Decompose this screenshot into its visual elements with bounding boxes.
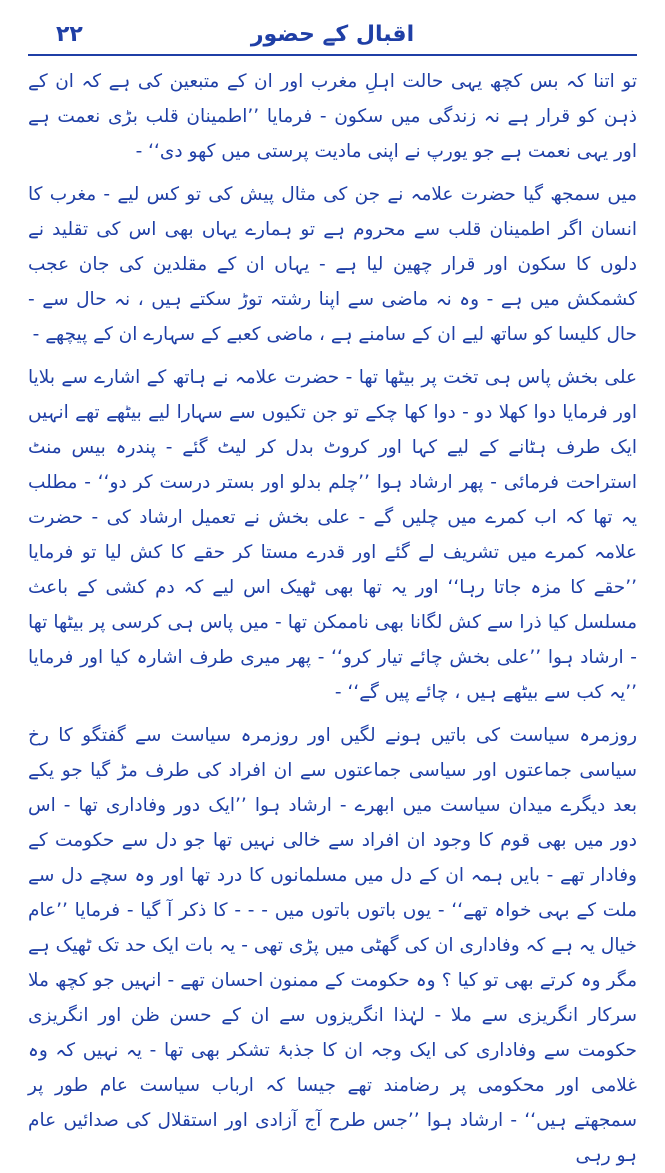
page-number: ۲۲ — [56, 22, 83, 47]
page-title: اقبال کے حضور — [250, 22, 415, 47]
paragraph: روزمرہ سیاست کی باتیں ہونے لگیں اور روزمرہ سیاست سے گفتگو کا رخ سیاسی جماعتوں اور سیاسی جماعتوں سے ان افراد کی طرف مڑ گیا جو یکے بعد دیگرے میدان سیاست میں ابھرے - ارشاد ہوا ’’ایک دور وفاداری تھا - اس دور میں بھی قوم کا وجود ان افراد سے خالی نہیں تھا جو دل سے حکومت کے وفادار تھے - بایں ہمہ ان کے دل میں مسلمانوں کا درد تھا اور وہ سچے دل سے ملت کے بہی خواہ تھے‘‘ - یوں باتوں باتوں میں - - - کا ذکر آ گیا - فرمایا ’’عام خیال یہ ہے کہ وفاداری ان کی گھٹی میں پڑی تھی - یہ بات ایک حد تک ٹھیک ہے مگر وہ کرتے بھی تو کیا ؟ وہ حکومت کے ممنون احسان تھے - انہیں جو کچھ ملا سرکار انگریزی سے ملا - لہٰذا انگریزوں سے ان کے حسن ظن اور انگریزی حکومت سے وفاداری کی ایک وجہ ان کا جذبۂ تشکر بھی تھا - یہ نہیں کہ وہ غلامی اور محکومی پر رضامند تھے جیسا کہ ارباب سیاست عام طور پر سمجھتے ہیں‘‘ - ارشاد ہوا ’’جس طرح آج آزادی اور استقلال کی صدائیں عام ہو رہی — [28, 725, 637, 1166]
paragraph: علی بخش پاس ہی تخت پر بیٹھا تھا - حضرت علامہ نے ہاتھ کے اشارے سے بلایا اور فرمایا دوا کھلا دو - دوا کھا چکے تو جن تکیوں سے سہارا لیے بیٹھے تھے انہیں ایک طرف ہٹانے کے لیے کہا اور کروٹ بدل کر لیٹ گئے - پندرہ بیس منٹ استراحت فرمائی - پھر ارشاد ہوا ’’چلم بدلو اور بستر درست کر دو‘‘ - مطلب یہ تھا کہ اب کمرے میں چلیں گے - علی بخش نے تعمیل ارشاد کی - حضرت علامہ کمرے میں تشریف لے گئے اور قدرے مستا کر حقے کا کش لیا تو فرمایا ’’حقے کا مزہ جاتا رہا‘‘ اور یہ تھا بھی ٹھیک اس لیے کہ دم کشی کے باعث مسلسل کیا ذرا سے کش لگانا بھی ناممکن تھا - میں پاس ہی کرسی پر بیٹھا تھا - ارشاد ہوا ’’علی بخش چائے تیار کرو‘‘ - پھر میری طرف اشارہ کیا اور فرمایا ’’یہ کب سے بیٹھے ہیں ، چائے پیں گے‘‘ - — [28, 367, 637, 703]
page-header — [28, 18, 637, 56]
paragraph: میں سمجھ گیا حضرت علامہ نے جن کی مثال پیش کی تو کس لیے - مغرب کا انسان اگر اطمینان قلب سے محروم ہے تو ہمارے یہاں بھی اس کی تقلید نے دلوں کا سکون اور قرار چھین لیا ہے - یہاں ان کے مقلدین کی جان عجب کشمکش میں ہے - وہ نہ ماضی سے اپنا رشتہ توڑ سکتے ہیں ، نہ حال سے - حال کلیسا کو ساتھ لیے ان کے سامنے ہے ، ماضی کعبے کے سہارے ان کے پیچھے - — [28, 184, 637, 345]
page-body — [28, 64, 637, 1173]
paragraph: تو اتنا کہ بس کچھ یہی حالت اہلِ مغرب اور ان کے متبعین کی ہے کہ ان کے ذہن کو قرار ہے نہ زندگی میں سکون - فرمایا ’’اطمینان قلب بڑی نعمت ہے اور یہی نعمت ہے جو یورپ نے اپنی مادیت پرستی میں کھو دی‘‘ - — [28, 71, 637, 162]
